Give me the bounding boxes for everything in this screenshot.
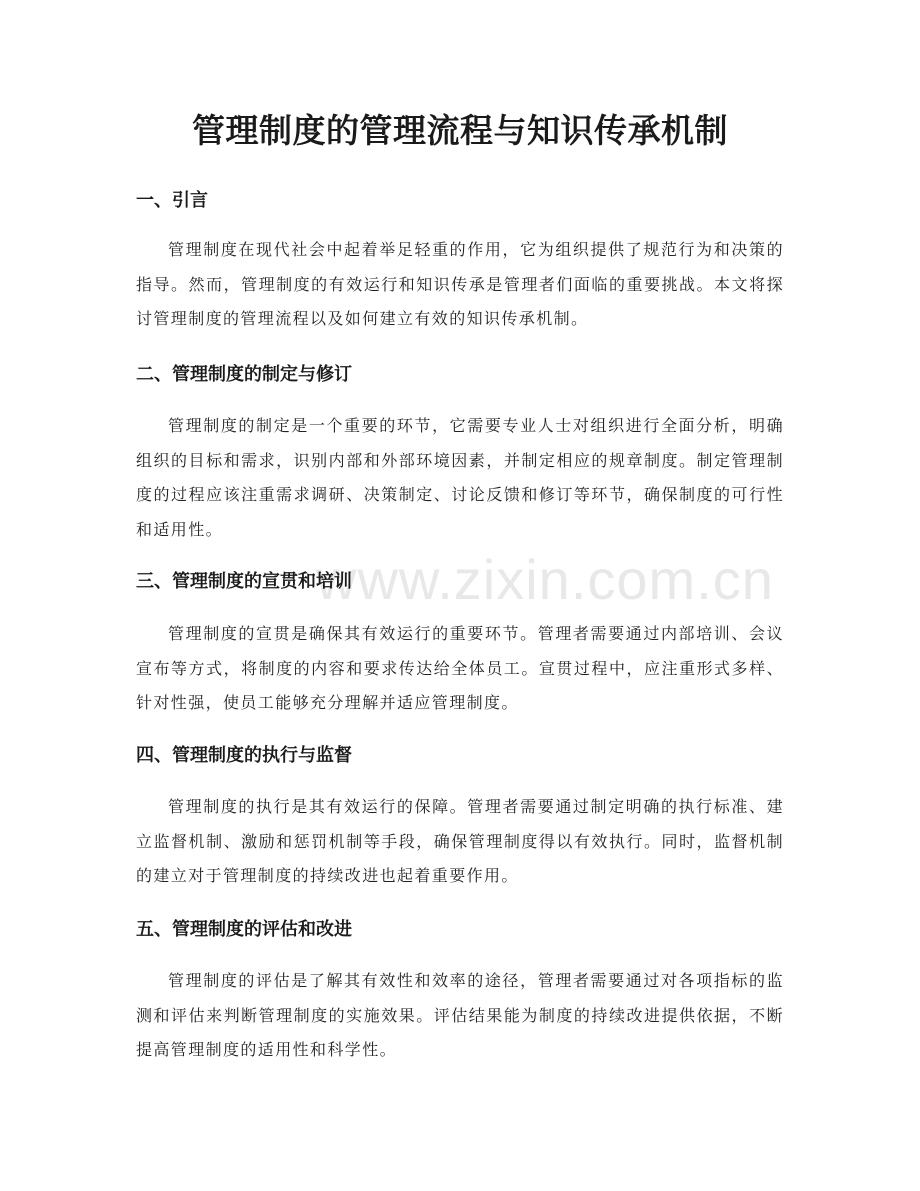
section-paragraph-1: 管理制度在现代社会中起着举足轻重的作用，它为组织提供了规范行为和决策的指导。然而，管理制度的有效运行和知识传承是管理者们面临的重要挑战。本文将探讨管理制度的管理流程以及如何建立有效的知识传承机制。 (136, 240, 784, 328)
section-heading-2: 二、管理制度的制定与修订 (136, 364, 352, 385)
section-paragraph-2: 管理制度的制定是一个重要的环节，它需要专业人士对组织进行全面分析，明确组织的目标和需求，识别内部和外部环境因素，并制定相应的规章制度。制定管理制度的过程应该注重需求调研、决策制定、讨论反馈和修订等环节，确保制度的可行性和适用性。 (136, 416, 784, 539)
section-heading-5: 五、管理制度的评估和改进 (136, 919, 352, 940)
watermark: www.zixin.com.cn (316, 548, 774, 611)
section-heading-4: 四、管理制度的执行与监督 (136, 745, 352, 766)
section-paragraph-3: 管理制度的宣贯是确保其有效运行的重要环节。管理者需要通过内部培训、会议宣布等方式，将制度的内容和要求传达给全体员工。宣贯过程中，应注重形式多样、针对性强，使员工能够充分理解并适应管理制度。 (136, 624, 784, 712)
section-paragraph-4: 管理制度的执行是其有效运行的保障。管理者需要通过制定明确的执行标准、建立监督机制、激励和惩罚机制等手段，确保管理制度得以有效执行。同时，监督机制的建立对于管理制度的持续改进也起着重要作用。 (136, 797, 784, 885)
section-heading-1: 一、引言 (136, 190, 208, 211)
section-paragraph-5: 管理制度的评估是了解其有效性和效率的途径，管理者需要通过对各项指标的监测和评估来判断管理制度的实施效果。评估结果能为制度的持续改进提供依据，不断提高管理制度的适用性和科学性。 (136, 971, 784, 1059)
document-title: 管理制度的管理流程与知识传承机制 (192, 111, 728, 150)
section-heading-3: 三、管理制度的宣贯和培训 (136, 571, 352, 592)
